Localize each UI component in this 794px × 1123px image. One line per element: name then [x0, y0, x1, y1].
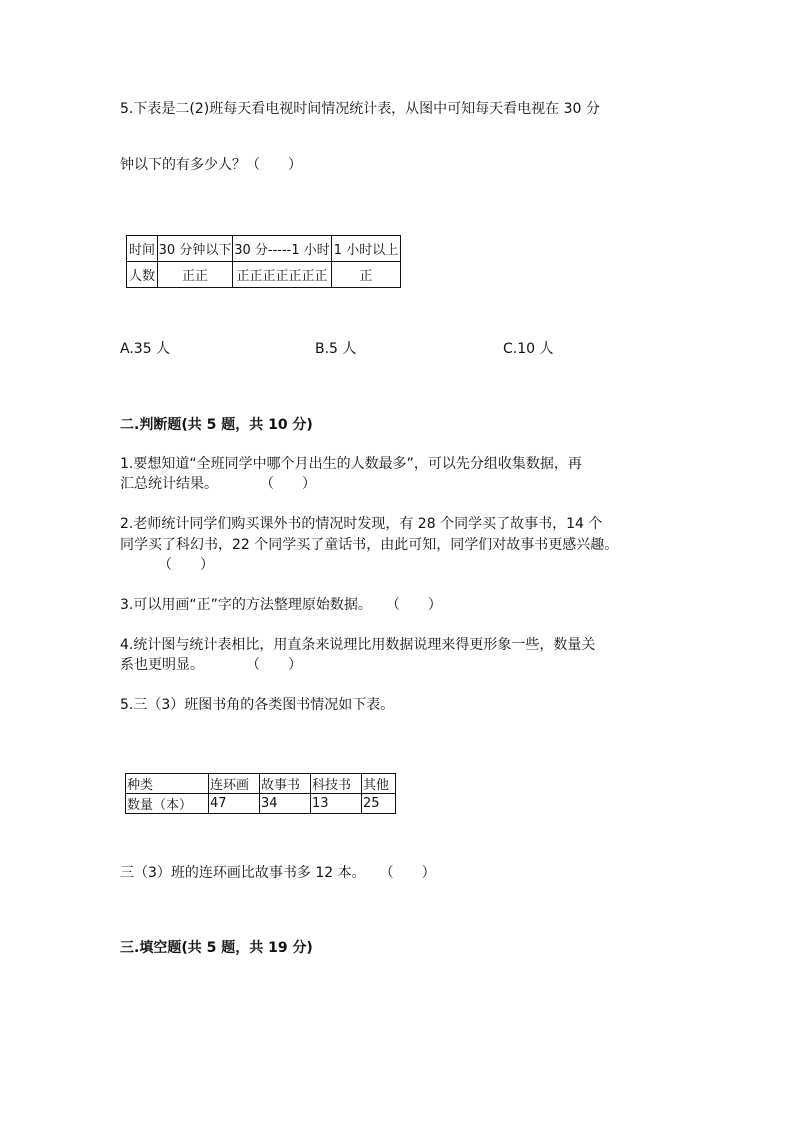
book-table [125, 773, 396, 814]
judge-4-line-2: 系也更明显。 （ ） [120, 657, 302, 673]
question-5-line-2: 钟以下的有多少人？（ ） [120, 157, 302, 173]
table-cell: 连环画 [209, 774, 260, 794]
table-cell: 34 [260, 794, 311, 814]
table-cell: 正正 [158, 262, 233, 288]
judge-2-line-3: （ ） [158, 557, 214, 573]
section-2-title: 二.判断题(共 5 题，共 10 分) [120, 417, 313, 433]
option-a[interactable]: A.35 人 [120, 341, 171, 357]
table-row [127, 262, 401, 288]
table-cell: 人数 [127, 262, 158, 288]
table-cell: 30 分-----1 小时 [233, 236, 332, 262]
table-cell: 种类 [126, 774, 209, 794]
tv-time-table [126, 235, 401, 288]
table-cell: 时间 [127, 236, 158, 262]
table-cell: 30 分钟以下 [158, 236, 233, 262]
question-5-line-1: 5.下表是二(2)班每天看电视时间情况统计表，从图中可知每天看电视在 30 分 [120, 101, 600, 117]
option-b[interactable]: B.5 人 [315, 341, 357, 357]
judge-4-line-1: 4.统计图与统计表相比，用直条来说理比用数据说理来得更形象一些，数量关 [120, 637, 596, 653]
table-cell: 13 [311, 794, 362, 814]
table-cell: 数量（本） [126, 794, 209, 814]
table-row [127, 236, 401, 262]
table-cell: 其他 [362, 774, 396, 794]
table-cell: 正正正正正正正 [233, 262, 332, 288]
table-cell: 故事书 [260, 774, 311, 794]
table-cell: 正 [332, 262, 401, 288]
table-cell: 1 小时以上 [332, 236, 401, 262]
judge-1-line-2: 汇总统计结果。 （ ） [120, 476, 316, 492]
table-row [126, 774, 396, 794]
table-cell: 25 [362, 794, 396, 814]
judge-3: 3.可以用画“正”字的方法整理原始数据。 （ ） [120, 597, 442, 613]
judge-5-statement: 三（3）班的连环画比故事书多 12 本。 （ ） [120, 865, 436, 881]
judge-2-line-1: 2.老师统计同学们购买课外书的情况时发现，有 28 个同学买了故事书，14 个 [120, 516, 603, 532]
table-cell: 科技书 [311, 774, 362, 794]
section-3-title: 三.填空题(共 5 题，共 19 分) [120, 940, 313, 956]
table-cell: 47 [209, 794, 260, 814]
judge-2-line-2: 同学买了科幻书，22 个同学买了童话书，由此可知，同学们对故事书更感兴趣。 [120, 537, 619, 553]
option-c[interactable]: C.10 人 [503, 341, 554, 357]
judge-5-intro: 5.三（3）班图书角的各类图书情况如下表。 [120, 697, 395, 713]
table-row [126, 794, 396, 814]
judge-1-line-1: 1.要想知道“全班同学中哪个月出生的人数最多”，可以先分组收集数据，再 [120, 456, 582, 472]
